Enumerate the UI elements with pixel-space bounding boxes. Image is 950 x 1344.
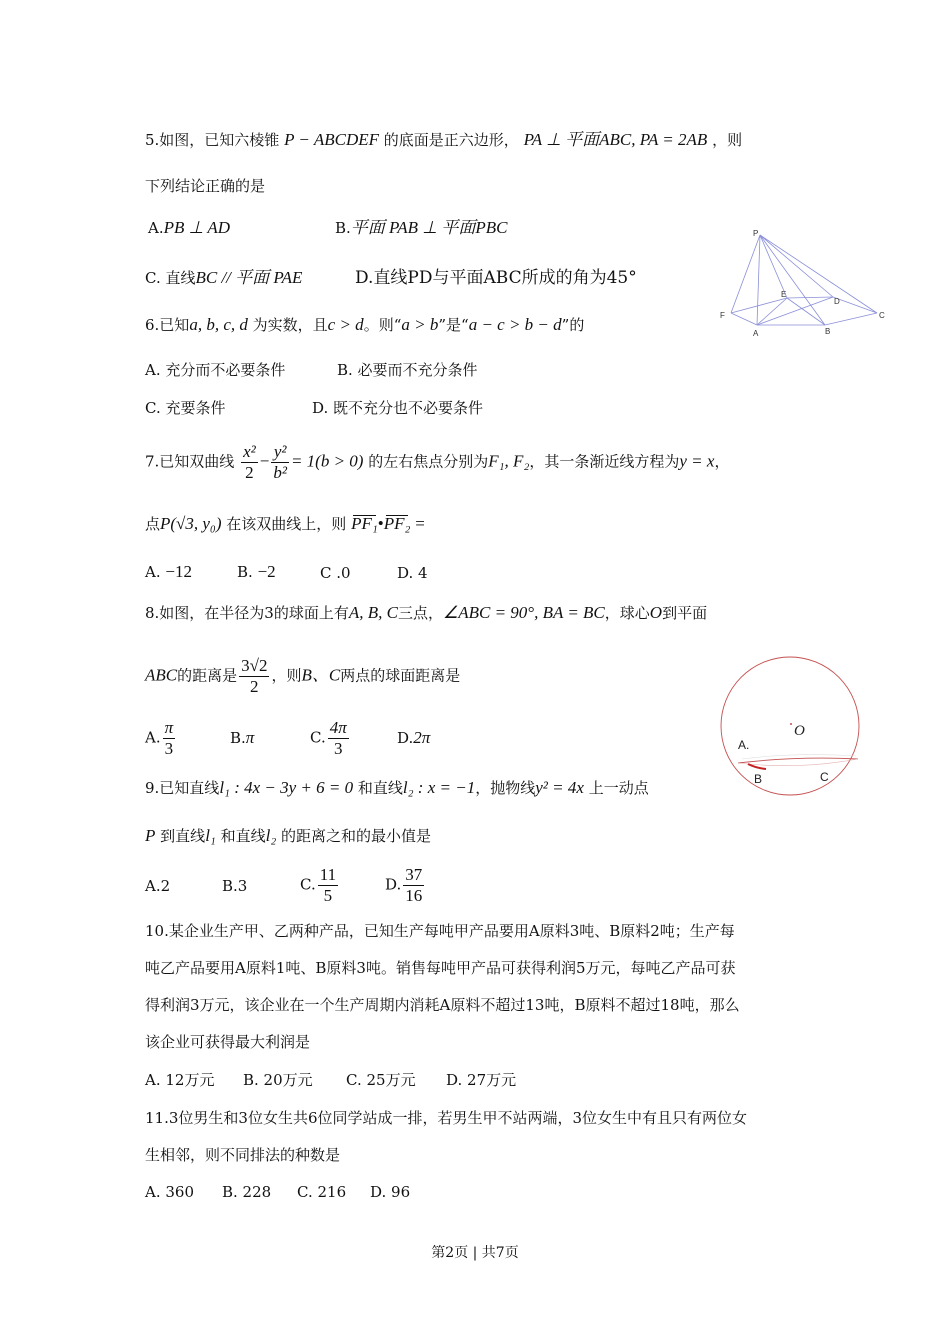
q8-sphere-figure xyxy=(718,655,868,800)
q9-option-d: D. $\frac{37}{16}$ xyxy=(385,865,423,905)
q7-stem-line2: 点P(√3, y₀) 在该双曲线上，则 PF₁•PF₂ = xyxy=(145,514,425,533)
q6-option-b: B. 必要而不充分条件 xyxy=(337,361,478,379)
q7-option-b: B. −2 xyxy=(237,562,276,581)
q9-stem-line2: P 到直线l₁ 和直线l₂ 的距离之和的最小值是 xyxy=(145,826,432,845)
q7-frac-x: $\frac{\text{x²}}{2}$ xyxy=(243,442,256,482)
q5-option-b: B.平面 PAB ⊥ 平面PBC xyxy=(335,218,508,237)
q6-stem: 6.已知a, b, c, d 为实数，且c > d。则“a > b”是“a − c > b − d”的 xyxy=(145,315,585,334)
fig-label-a: A xyxy=(753,329,759,338)
q6-option-d: D. 既不充分也不必要条件 xyxy=(312,399,484,417)
fig-label-c-sphere: C xyxy=(820,770,829,784)
q11-option-d: D. 96 xyxy=(370,1183,411,1201)
q9-option-c: C. $\frac{11}{5}$ xyxy=(300,865,337,905)
q8-stem-line2: ABC的距离是 $\frac{3√2}{2}$ ，则B、C两点的球面距离是 xyxy=(145,656,461,696)
fig-label-d: D xyxy=(834,297,840,306)
q7-frac-y: $\frac{\text{y²}}{\text{b²}}$ xyxy=(273,442,287,482)
q5-option-d: D.直线PD与平面ABC所成的角为45° xyxy=(355,268,637,288)
q5-stem-line1: 5.如图，已知六棱锥 P − ABCDEF 的底面是正六边形， PA ⊥ 平面ABC, PA = 2AB ，则 xyxy=(145,130,743,149)
q8-stem-line1: 8.如图，在半径为3的球面上有A, B, C三点，∠ABC = 90°, BA = BC，球心O到平面 xyxy=(145,603,708,622)
q10-line2: 吨乙产品要用A原料1吨、B原料3吨。销售每吨甲产品可获得利润5万元，每吨乙产品可获 xyxy=(145,959,736,977)
q8-option-a: A. $\frac{\pi}{3}$ xyxy=(145,718,174,758)
fig-label-f: F xyxy=(720,311,725,320)
q6-option-a: A. 充分而不必要条件 xyxy=(145,361,286,379)
q10-line1: 10.某企业生产甲、乙两种产品，已知生产每吨甲产品要用A原料3吨、B原料2吨；生产每 xyxy=(145,922,735,940)
q11-option-a: A. 360 xyxy=(145,1183,194,1201)
fig-label-o: O xyxy=(794,723,805,739)
fig-label-c: C xyxy=(879,311,885,320)
q9-option-a: A.2 xyxy=(145,877,171,895)
q11-option-c: C. 216 xyxy=(297,1183,347,1201)
q5-option-a: A.PB ⊥ AD xyxy=(148,218,231,237)
fig-label-b-sphere: B xyxy=(754,772,763,786)
q11-option-b: B. 228 xyxy=(222,1183,272,1201)
q10-line3: 得利润3万元，该企业在一个生产周期内消耗A原料不超过13吨，B原料不超过18吨，那么 xyxy=(145,996,740,1014)
q9-stem-line1: 9.已知直线l₁ : 4x − 3y + 6 = 0 和直线l₂ : x = −1，抛物线y² = 4x 上一动点 xyxy=(145,778,649,797)
q10-option-a: A. 12万元 xyxy=(145,1071,215,1089)
q10-option-b: B. 20万元 xyxy=(243,1071,313,1089)
q7-option-a: A. −12 xyxy=(145,562,192,581)
q5-pyramid-figure xyxy=(715,225,895,340)
q5-stem-line2: 下列结论正确的是 xyxy=(145,177,266,195)
fig-label-p: P xyxy=(753,229,759,238)
q9-option-b: B.3 xyxy=(222,877,248,895)
q8-option-b: B.π xyxy=(230,728,255,747)
q8-option-d: D.2π xyxy=(397,728,431,747)
q11-line1: 11.3位男生和3位女生共6位同学站成一排，若男生甲不站两端，3位女生中有且只有两位女 xyxy=(145,1109,748,1127)
fig-label-b: B xyxy=(825,327,831,336)
fig-label-e: E xyxy=(781,290,787,299)
q10-line4: 该企业可获得最大利润是 xyxy=(145,1033,311,1051)
q11-line2: 生相邻，则不同排法的种数是 xyxy=(145,1146,341,1164)
q10-option-d: D. 27万元 xyxy=(446,1071,517,1089)
fig-label-a-sphere: A. xyxy=(738,738,750,752)
q5-option-c: C. 直线BC // 平面 PAE xyxy=(145,268,303,287)
q10-option-c: C. 25万元 xyxy=(346,1071,416,1089)
page-footer: 第2页 | 共7页 xyxy=(431,1245,519,1261)
q7-option-d: D. 4 xyxy=(397,564,428,582)
q6-option-c: C. 充要条件 xyxy=(145,399,226,417)
q7-stem-line1: 7.已知双曲线 $\frac{\text{x²}}{2}$ − $\frac{\text{y²}}{\text{b²}}$ = 1(b > 0) 的左右焦点分别为F₁, F₂，其一条渐近线方程为y = x， xyxy=(145,442,730,482)
q8-distance-frac: $\frac{3√2}{2}$ xyxy=(241,656,268,696)
q7-option-c: C .0 xyxy=(320,564,351,582)
q8-option-c: C. $\frac{4\pi}{3}$ xyxy=(310,718,347,758)
